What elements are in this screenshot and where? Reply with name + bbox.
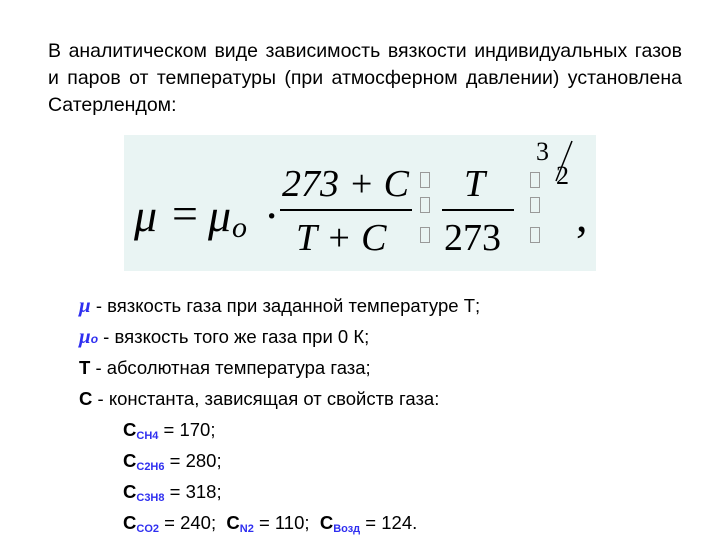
- fraction2-bar: [442, 209, 514, 211]
- fraction1-bar: [280, 209, 412, 211]
- legend: [79, 290, 480, 538]
- fraction1-numerator: 273 + C: [282, 163, 409, 205]
- constant-c3h8: [79, 476, 480, 507]
- constant-label: С: [226, 512, 240, 533]
- formula-bracket: [420, 227, 430, 243]
- t-description: - абсолютная температура газа;: [90, 357, 371, 378]
- formula-bracket: [530, 227, 540, 243]
- constant-value: = 124.: [360, 512, 418, 533]
- c-symbol: С: [79, 388, 93, 409]
- formula-bracket: [530, 197, 540, 213]
- mu-symbol: μ: [79, 293, 91, 317]
- constant-c2h6: [79, 445, 480, 476]
- constant-subscript: C2H6: [136, 461, 165, 473]
- mu-description: - вязкость газа при заданной температуре Т;: [90, 295, 481, 316]
- constant-subscript: Возд: [333, 523, 361, 535]
- constant-subscript: CH4: [136, 430, 159, 442]
- mu0-symbol: μ: [79, 324, 91, 348]
- constant-label: С: [123, 419, 137, 440]
- fraction2-denominator: 273: [444, 217, 501, 259]
- constant-subscript: N2: [239, 523, 254, 535]
- fraction1-denominator: T + C: [296, 217, 387, 259]
- constant-value: = 280;: [164, 450, 222, 471]
- fraction2-numerator: T: [464, 163, 486, 205]
- constant-label: С: [123, 481, 137, 502]
- mu0-subscript: o: [90, 332, 99, 346]
- formula-mu0-subscript: o: [232, 211, 247, 244]
- formula-mu0: μ: [208, 190, 232, 241]
- constant-label: С: [319, 512, 334, 533]
- legend-mu: [79, 290, 480, 321]
- formula-dot: ·: [264, 190, 280, 241]
- sutherland-formula: [124, 135, 596, 271]
- constant-subscript: CO2: [136, 523, 159, 535]
- constant-value: = 318;: [164, 481, 222, 502]
- constants-last-row: [79, 507, 480, 538]
- intro-paragraph: В аналитическом виде зависимость вязкости индивидуальных газов и паров от температуры (при атмосферном давлении) установлена Сатерлендом:: [48, 40, 682, 116]
- legend-mu0: [79, 321, 480, 352]
- formula-mu: μ: [134, 190, 158, 241]
- formula-bracket: [530, 172, 540, 188]
- formula-bracket: [420, 197, 430, 213]
- legend-c: [79, 383, 480, 414]
- legend-t: [79, 352, 480, 383]
- c-description: - константа, зависящая от свойств газа:: [92, 388, 440, 409]
- constant-ch4: [79, 414, 480, 445]
- constant-subscript: C3H8: [136, 492, 165, 504]
- constant-label: С: [123, 512, 137, 533]
- t-symbol: Т: [79, 357, 91, 378]
- constant-value: = 110;: [253, 512, 310, 533]
- constant-value: = 240;: [159, 512, 217, 533]
- exponent-denominator: 2: [556, 161, 569, 190]
- exponent-numerator: 3: [536, 137, 549, 166]
- constant-label: С: [123, 450, 137, 471]
- formula-bracket: [420, 172, 430, 188]
- mu0-description: - вязкость того же газа при 0 К;: [98, 326, 370, 347]
- constant-value: = 170;: [158, 419, 216, 440]
- formula-equals: =: [172, 188, 198, 239]
- formula-comma: ,: [576, 190, 588, 241]
